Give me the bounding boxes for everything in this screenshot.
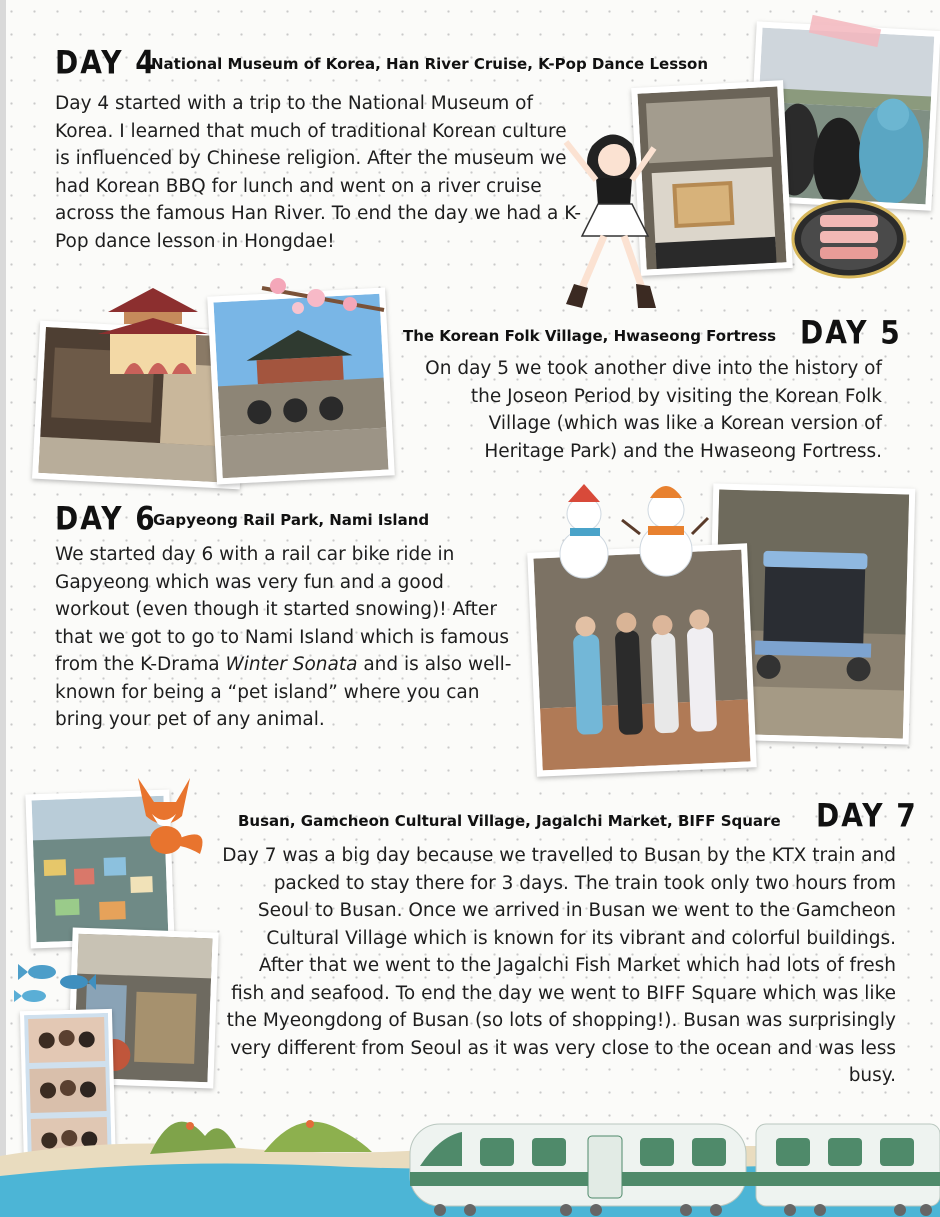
day7-subtitle: Busan, Gamcheon Cultural Village, Jagalchi Market, BIFF Square — [238, 812, 781, 830]
korean-bbq-grill-illustration — [790, 193, 908, 281]
cherry-blossom-branch-illustration — [258, 268, 388, 322]
day6-text-start: We started day 6 with a rail car bike ride in Gapyeong which was very fun and a good workout (even though it started snowing)! After that we got to go to Nami Island which is famous from the K-Drama — [55, 544, 510, 675]
day7-title: DAY 7 — [816, 796, 918, 835]
day5-title: DAY 5 — [800, 313, 902, 352]
day7-paragraph: Day 7 was a big day because we travelled to Busan by the KTX train and packed to stay there for 3 days. The train took only two hours from Seoul to Busan. Once we arrived in Busan we went to the Gamcheon Cultural Village which is known for its vibrant and colorful buildings. After that we went to the Jagalchi Fish Market which had lots of fresh fish and seafood. To end the day we went to BIFF Square which was like the Myeongdong of Busan (so lots of shopping!). Busan was surprisingly very different from Seoul as it was very close to the ocean and was less busy. — [222, 845, 896, 1086]
beach-and-train-illustration — [0, 1096, 940, 1217]
day6-text-drama-title: Winter Sonata — [225, 654, 358, 675]
fox-illustration — [124, 768, 212, 858]
day6-text-end: and is also well-known for being a “pet island” where you can bring your pet of any animal. — [55, 654, 512, 730]
day4-title: DAY 4 — [55, 43, 157, 82]
day4-paragraph: Day 4 started with a trip to the National Museum of Korea. I learned that much of traditional Korean culture is influenced by Chinese religion. After the museum we had Korean BBQ for lunch and went on a river cruise across the famous Han River. To end the day we had a K-Pop dance lesson in Hongdae! — [55, 93, 582, 252]
day6-title: DAY 6 — [55, 499, 157, 538]
day6-paragraph — [55, 541, 517, 734]
day5-paragraph: On day 5 we took another dive into the history of the Joseon Period by visiting the Korean Folk Village (which was like a Korean version of Heritage Park) and the Hwaseong Fortress. — [425, 358, 882, 462]
kpop-dancer-illustration — [552, 118, 670, 316]
day5-subtitle: The Korean Folk Village, Hwaseong Fortress — [403, 327, 777, 345]
palace-gate-illustration — [88, 282, 218, 378]
snowmen-illustration — [548, 474, 710, 584]
day6-subtitle: Gapyeong Rail Park, Nami Island — [153, 511, 430, 529]
fish-illustration — [12, 958, 96, 1010]
page-edge — [0, 0, 6, 1217]
day4-subtitle: National Museum of Korea, Han River Cruise, K-Pop Dance Lesson — [151, 55, 709, 73]
